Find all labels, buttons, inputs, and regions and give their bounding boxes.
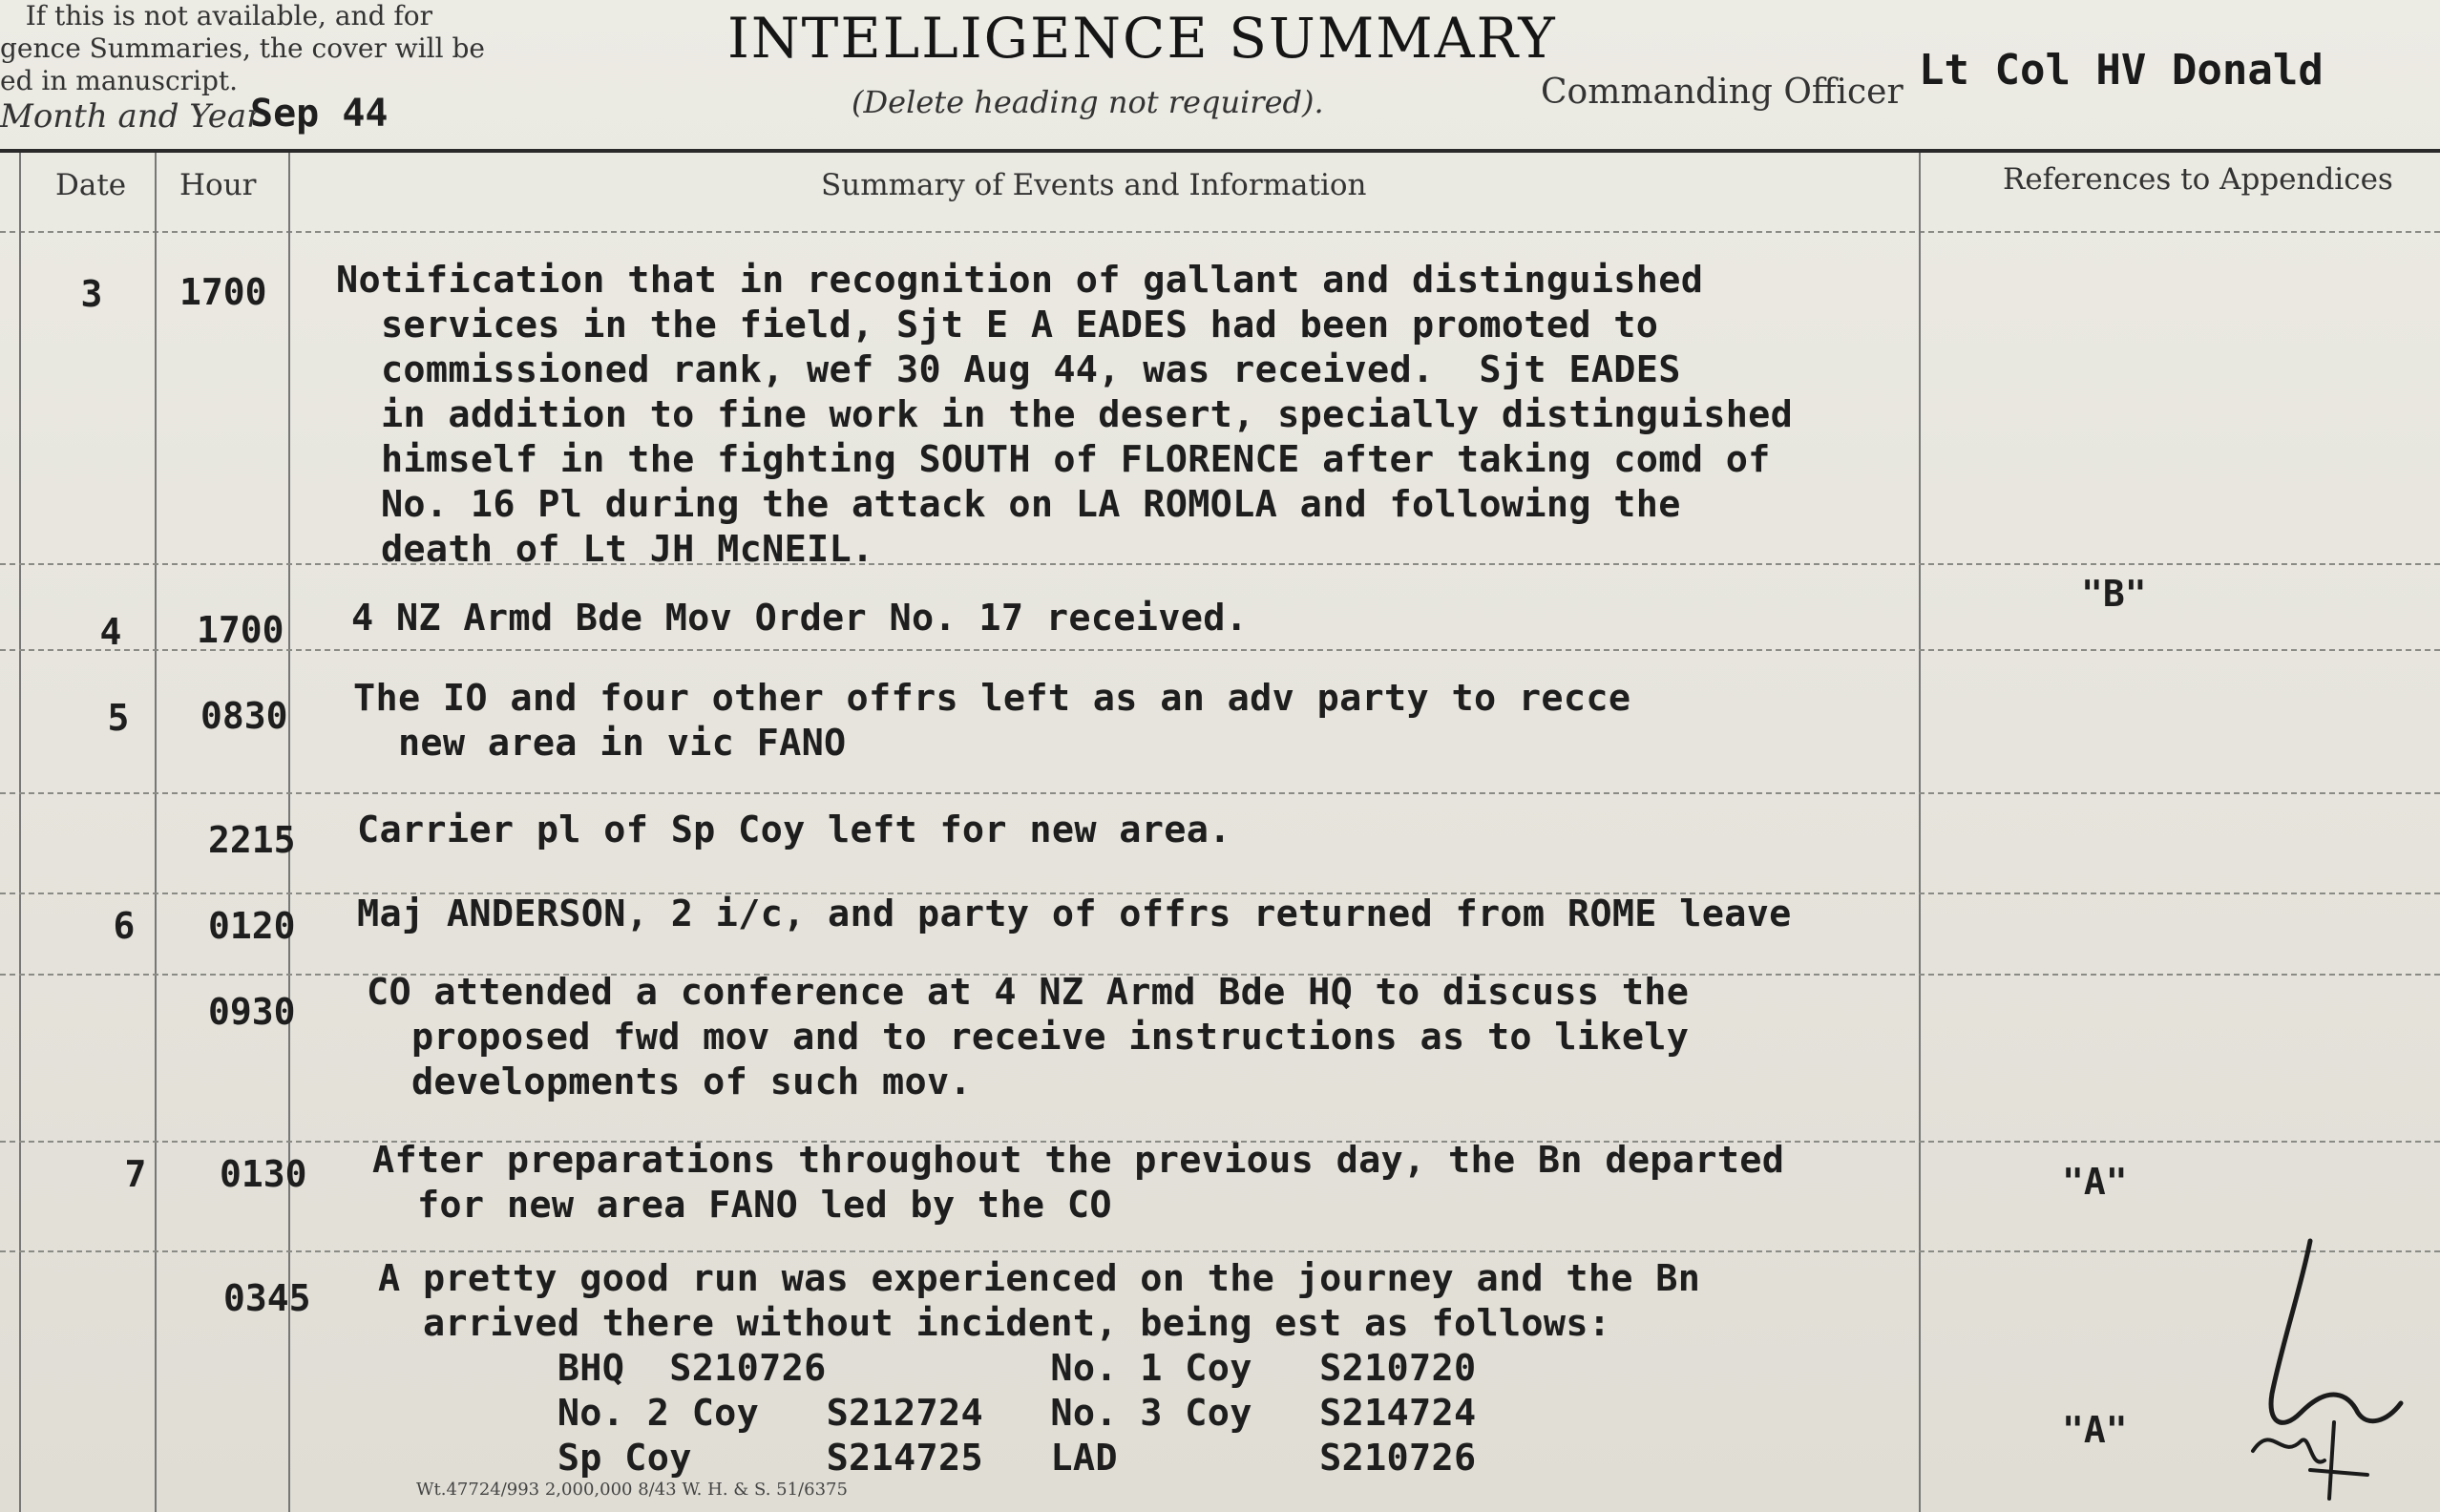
delete-heading-note: (Delete heading not required). bbox=[852, 84, 1324, 120]
entry-line: developments of such mov. bbox=[367, 1060, 972, 1103]
appendix-reference: "B" bbox=[2081, 573, 2147, 615]
entry-line: services in the field, Sjt E A EADES had been promoted to bbox=[336, 304, 1659, 346]
entry-line: Sp Coy S214725 LAD S210726 bbox=[378, 1437, 1477, 1480]
entry-date: 3 bbox=[80, 273, 103, 315]
column-header-hour: Hour bbox=[179, 168, 257, 202]
entry-text bbox=[357, 808, 1231, 852]
column-divider bbox=[155, 153, 157, 1512]
entry-date: 7 bbox=[124, 1153, 147, 1195]
row-rule bbox=[0, 649, 2440, 651]
entry-text bbox=[357, 892, 1792, 936]
column-divider bbox=[1919, 153, 1921, 1512]
month-year-label: Month and Year bbox=[0, 97, 263, 136]
entry-line: The IO and four other offrs left as an adv party to recce bbox=[353, 677, 1631, 720]
column-header-summary: Summary of Events and Information bbox=[821, 168, 1367, 202]
entry-hour: 0830 bbox=[200, 695, 288, 737]
entry-line: No. 16 Pl during the attack on LA ROMOLA and following the bbox=[336, 483, 1681, 526]
entry-line: Carrier pl of Sp Coy left for new area. bbox=[357, 808, 1231, 851]
entry-text bbox=[336, 258, 1793, 572]
entry-hour: 1700 bbox=[179, 271, 267, 313]
commanding-officer-value: Lt Col HV Donald bbox=[1919, 46, 2324, 94]
entry-line: No. 2 Coy S212724 No. 3 Coy S214724 bbox=[378, 1392, 1477, 1435]
entry-hour: 0120 bbox=[208, 905, 296, 947]
header-instruction-note: If this is not available, and for gence Summaries, the cover will be ed in manuscript. bbox=[0, 0, 485, 96]
entry-line: new area in vic FANO bbox=[353, 722, 847, 765]
entry-line: for new area FANO led by the CO bbox=[372, 1184, 1112, 1227]
month-year-value: Sep 44 bbox=[250, 92, 389, 136]
entry-text bbox=[353, 676, 1630, 766]
form-print-code: Wt.47724/993 2,000,000 8/43 W. H. & S. 51/6375 bbox=[416, 1480, 848, 1500]
header-rule bbox=[0, 149, 2440, 153]
entry-line: in addition to fine work in the desert, specially distinguished bbox=[336, 393, 1794, 436]
entry-line: Notification that in recognition of gallant and distinguished bbox=[336, 259, 1704, 302]
entry-text bbox=[367, 970, 1689, 1104]
entry-line: After preparations throughout the previous day, the Bn departed bbox=[372, 1139, 1785, 1182]
appendix-reference: "A" bbox=[2062, 1161, 2128, 1203]
column-divider bbox=[19, 153, 21, 1512]
entry-hour: 1700 bbox=[197, 609, 284, 651]
entry-text bbox=[351, 596, 1248, 640]
row-rule bbox=[0, 792, 2440, 794]
entry-hour: 2215 bbox=[208, 819, 296, 861]
entry-line: CO attended a conference at 4 NZ Armd Bde HQ to discuss the bbox=[367, 971, 1690, 1014]
entry-date: 5 bbox=[107, 697, 130, 739]
entry-line: Maj ANDERSON, 2 i/c, and party of offrs returned from ROME leave bbox=[357, 892, 1792, 935]
form-title: INTELLIGENCE SUMMARY bbox=[727, 6, 1557, 71]
entry-line: arrived there without incident, being est as follows: bbox=[378, 1302, 1611, 1345]
entry-line: death of Lt JH McNEIL. bbox=[336, 528, 874, 571]
entry-hour: 0930 bbox=[208, 991, 296, 1033]
commanding-officer-label: Commanding Officer bbox=[1541, 73, 1904, 112]
entry-hour: 0130 bbox=[220, 1153, 307, 1195]
entry-line: himself in the fighting SOUTH of FLORENCE after taking comd of bbox=[336, 438, 1771, 481]
column-header-rule bbox=[0, 231, 2440, 233]
entry-text bbox=[378, 1256, 1700, 1480]
entry-line: BHQ S210726 No. 1 Coy S210720 bbox=[378, 1347, 1477, 1390]
row-rule bbox=[0, 1250, 2440, 1252]
entry-date: 4 bbox=[99, 611, 122, 653]
column-header-references: References to Appendices bbox=[2003, 162, 2393, 197]
entry-hour: 0345 bbox=[223, 1277, 311, 1319]
column-header-date: Date bbox=[55, 168, 127, 202]
entry-line: 4 NZ Armd Bde Mov Order No. 17 received. bbox=[351, 597, 1249, 640]
entry-line: A pretty good run was experienced on the journey and the Bn bbox=[378, 1257, 1701, 1300]
entry-line: proposed fwd mov and to receive instructions as to likely bbox=[367, 1016, 1690, 1059]
entry-text bbox=[372, 1138, 1784, 1228]
entry-date: 6 bbox=[113, 905, 136, 947]
appendix-reference: "A" bbox=[2062, 1409, 2128, 1451]
entry-line: commissioned rank, wef 30 Aug 44, was received. Sjt EADES bbox=[336, 348, 1681, 391]
handwritten-signature bbox=[2167, 1231, 2415, 1508]
